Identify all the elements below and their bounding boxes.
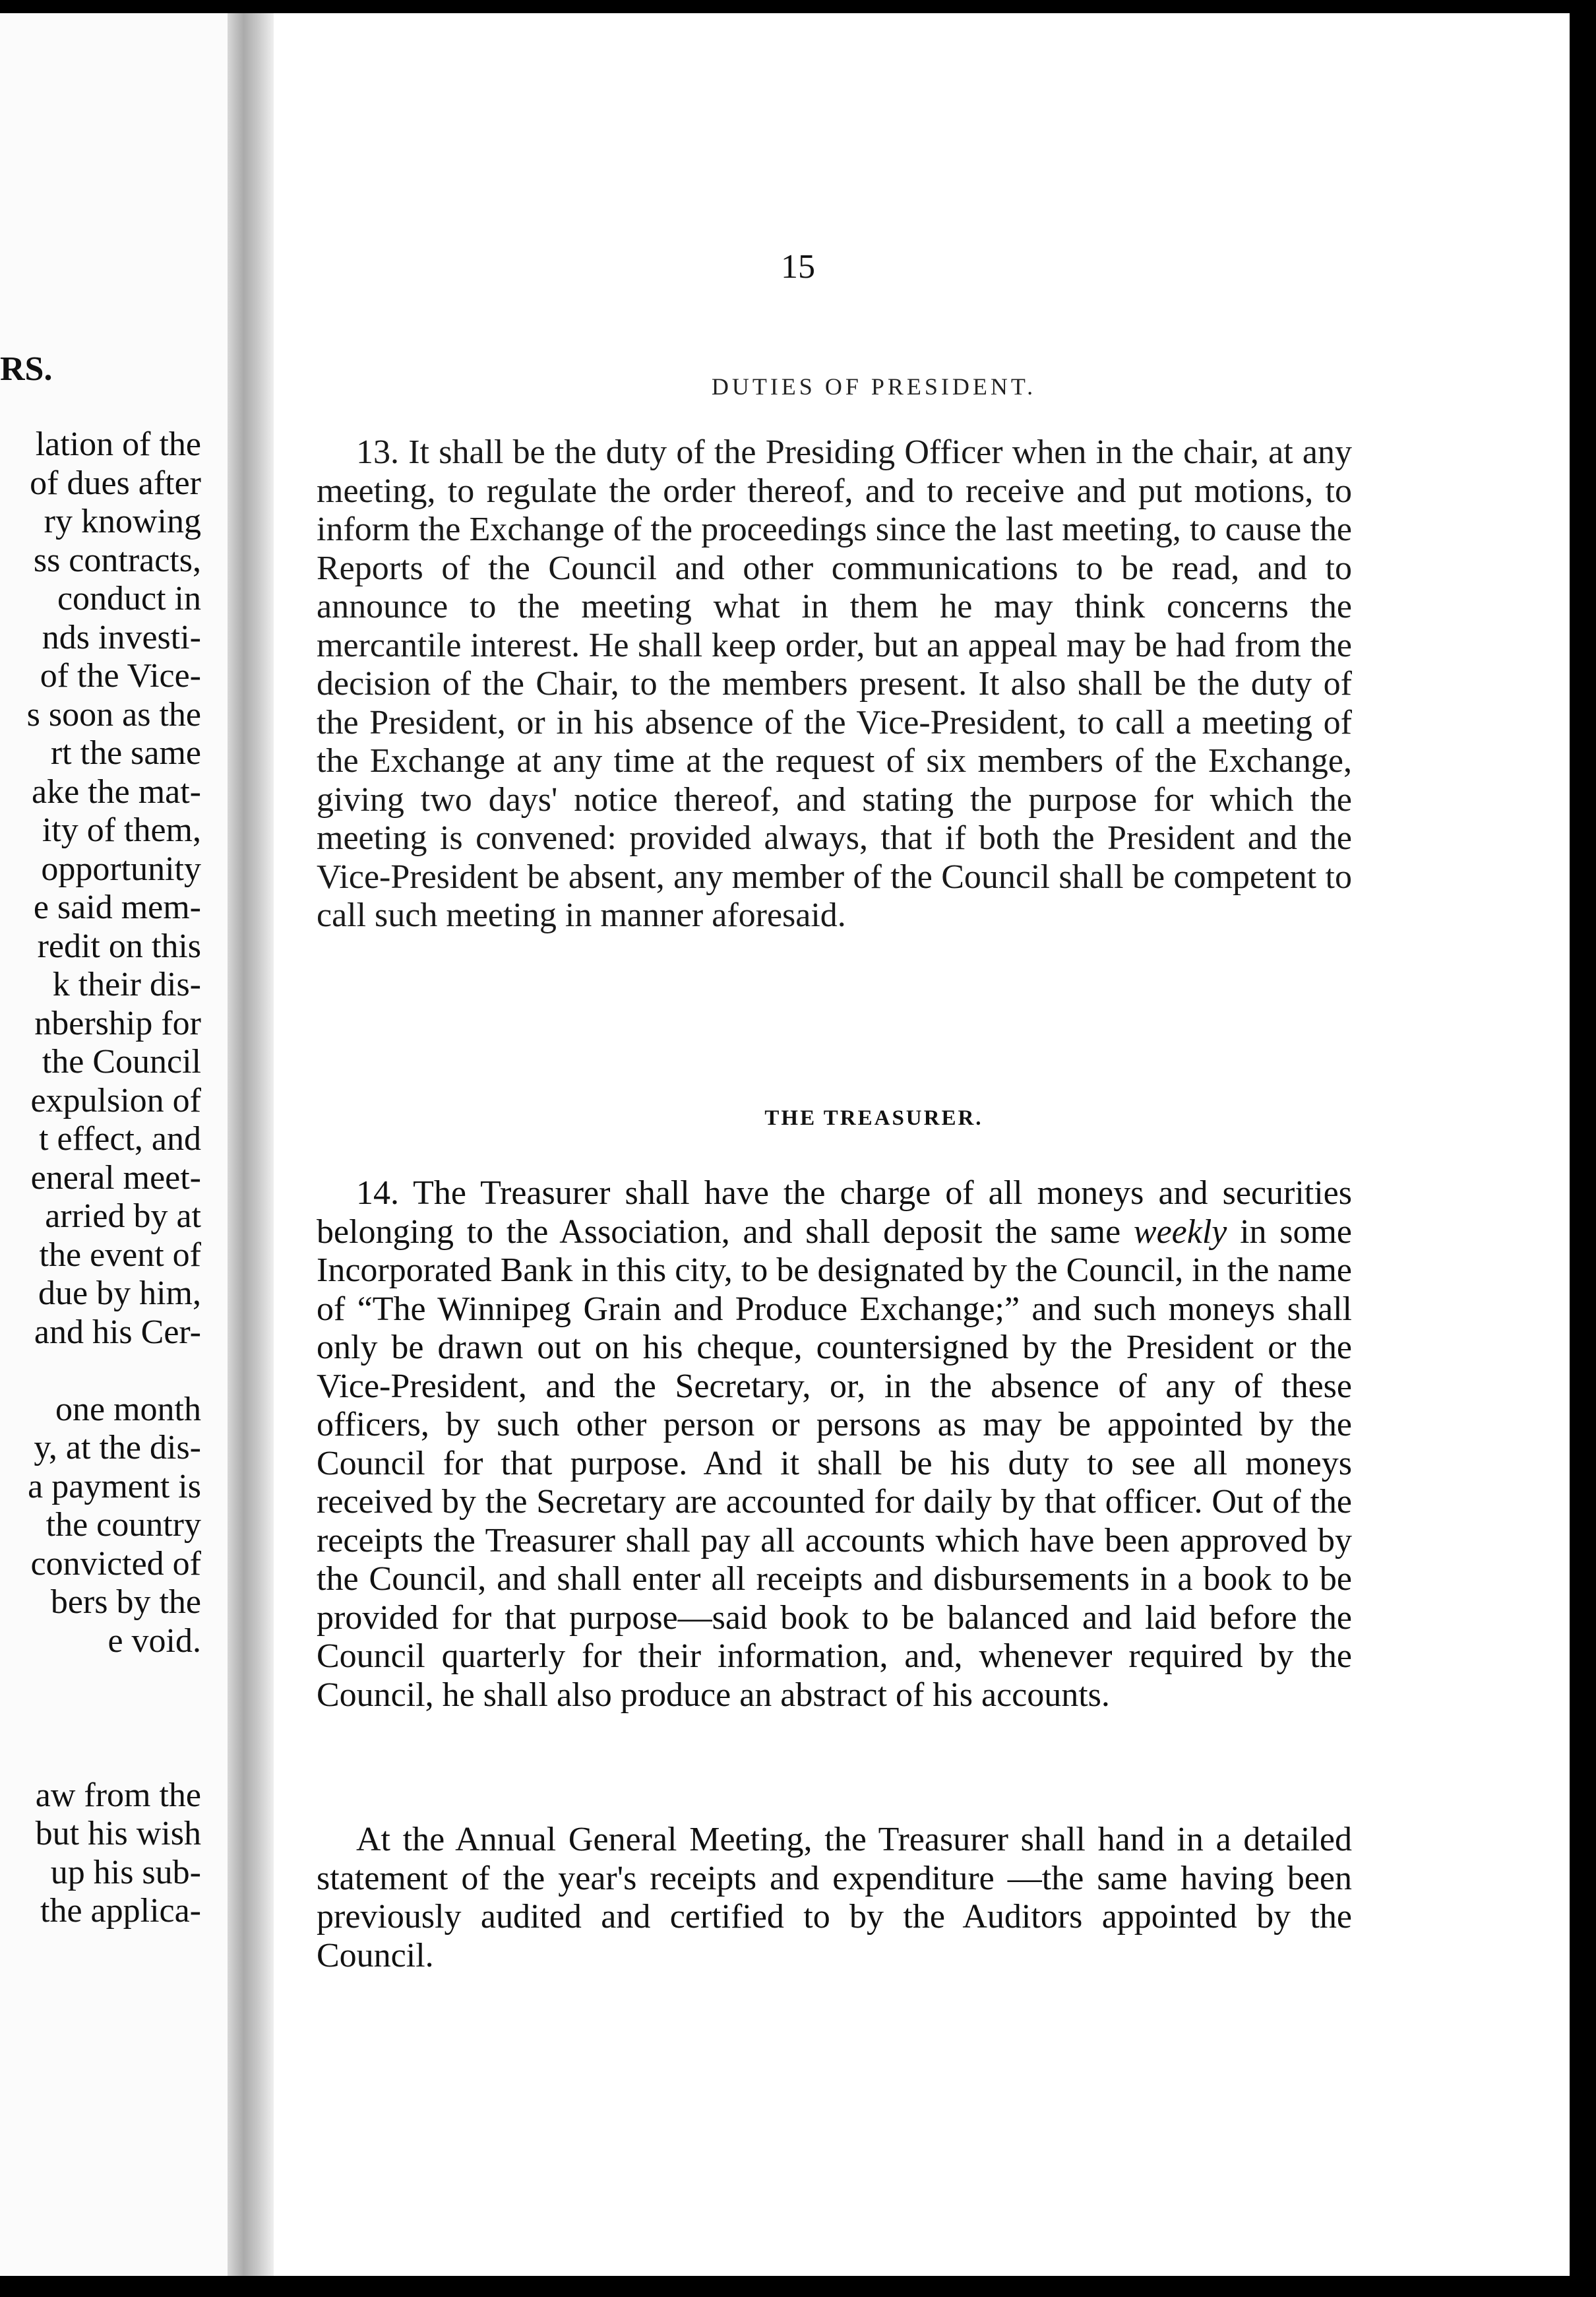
page-number: 15 <box>781 248 815 286</box>
left-page-line: ake the mat- <box>32 772 201 811</box>
left-page-line <box>27 1352 201 1391</box>
left-page-line: s soon as the <box>26 695 201 734</box>
left-page-line: lation of the <box>35 425 201 463</box>
left-page-line: eneral meet- <box>30 1158 201 1197</box>
left-page-header: RS. <box>0 350 53 388</box>
left-page-line: due by him, <box>38 1274 201 1312</box>
left-page-line <box>27 1660 201 1699</box>
left-page-line: the Council <box>42 1043 201 1081</box>
left-page-line: and his Cer- <box>34 1313 201 1351</box>
left-page-line: the event of <box>39 1236 201 1274</box>
left-page-line: expulsion of <box>30 1081 201 1119</box>
section-heading-treasurer: THE TREASURER. <box>764 1106 983 1130</box>
left-page-line: one month <box>55 1390 201 1428</box>
left-page-line: ss contracts, <box>33 541 201 579</box>
left-page-line: opportunity <box>41 850 201 888</box>
left-page-line: arried by at <box>45 1197 201 1235</box>
left-page-line: a payment is <box>28 1467 201 1505</box>
left-page-line <box>27 1699 201 1738</box>
paragraph-14-continued: At the Annual General Meeting, the Treasurer shall hand in a detailed statement of the year's receipts and expenditure —the same having been previously audited and certified to by the Auditors appointed by the Council. <box>317 1821 1352 1974</box>
left-page-line: ry knowing <box>44 503 201 540</box>
left-page-line: but his wish <box>35 1815 201 1852</box>
scanned-page <box>0 13 1570 2276</box>
left-page-line: aw from the <box>35 1776 201 1814</box>
left-page-line: of dues after <box>30 464 201 502</box>
left-page-line: redit on this <box>37 927 201 965</box>
right-page <box>277 13 1570 2276</box>
left-page-line <box>27 1738 201 1777</box>
left-page-line: bers by the <box>50 1583 201 1621</box>
left-page-line: of the Vice- <box>40 657 201 695</box>
left-page-line: ity of them, <box>42 811 201 849</box>
left-page-line: nbership for <box>34 1004 201 1042</box>
left-page-line: the applica- <box>40 1892 201 1930</box>
emphasis-weekly: weekly <box>1133 1212 1227 1251</box>
paragraph-14: 14. The Treasurer shall have the charge of all moneys and securities belonging to the Association, and shall deposit the same weekly in some Incorporated Bank in this city, to be designated by the Council, in the name of “The Winnipeg Grain and Produce Exchange;” and such moneys shall only be drawn out on his cheque, countersigned by the President or the Vice-President, and the Secretary, or, in the absence of any of these officers, by such other person or persons as may be appointed by the Council for that purpose. And it shall be his duty to see all moneys received by the Secretary are accounted for daily by that officer. Out of the receipts the Treasurer shall pay all accounts which have been approved by the Council, and shall enter all receipts and disbursements in a book to be provided for that purpose—said book to be balanced and laid before the Council quarterly for their information, and, whenever required by the Council, he shall also produce an abstract of his accounts. <box>317 1174 1352 1714</box>
left-page-text <box>27 425 201 1931</box>
left-page-line: the country <box>46 1506 201 1544</box>
left-page-line: rt the same <box>50 734 201 772</box>
left-page-line: nds investi- <box>42 618 201 656</box>
left-page-line: t effect, and <box>39 1120 201 1158</box>
left-page-line: conduct in <box>57 580 201 617</box>
left-page-line: e void. <box>107 1621 201 1660</box>
paragraph-13: 13. It shall be the duty of the Presiding Officer when in the chair, at any meeting, to regulate the order thereof, and to receive and put motions, to inform the Exchange of the proceedings since the last meeting, to cause the Reports of the Council and other communications to be read, and to announce to the meeting what in them he may think concerns the mercantile interest. He shall keep order, but an appeal may be had from the decision of the Chair, to the members present. It also shall be the duty of the President, or in his absence of the Vice-President, to call a meeting of the Exchange at any time at the request of six members of the Exchange, giving two days' notice thereof, and stating the purpose for which the meeting is convened: provided always, that if both the President and the Vice-President be absent, any member of the Council shall be competent to call such meeting in manner aforesaid. <box>317 433 1352 934</box>
left-page-line: y, at the dis- <box>34 1429 201 1466</box>
left-page-line: k their dis- <box>52 966 201 1003</box>
left-page-line: up his sub- <box>50 1853 201 1891</box>
book-gutter <box>228 13 274 2276</box>
left-page-line: convicted of <box>30 1544 201 1583</box>
left-page-line: e said mem- <box>33 889 201 926</box>
section-heading-duties-of-president: DUTIES OF PRESIDENT. <box>711 373 1037 400</box>
left-facing-page <box>0 13 231 2276</box>
